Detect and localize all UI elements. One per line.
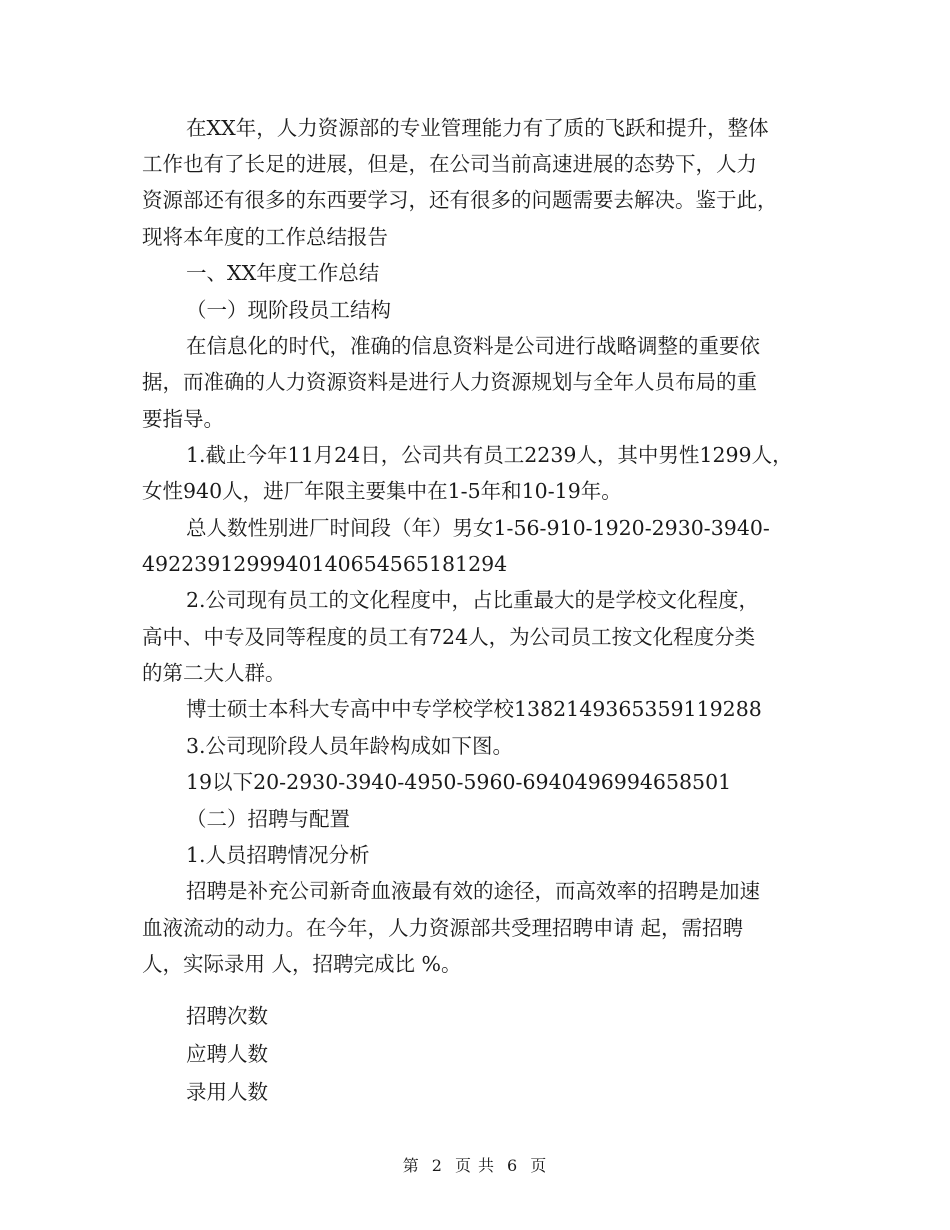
item-1-line-2: 女性940人，进厂年限主要集中在1-5年和10-19年。 bbox=[142, 479, 622, 503]
paragraph-2-line-2: 据，而准确的人力资源资料是进行人力资源规划与全年人员布局的重 bbox=[142, 370, 757, 394]
section-heading-1-1: （一）现阶段员工结构 bbox=[186, 298, 391, 322]
paragraph-1-line-2: 工作也有了长足的进展，但是，在公司当前高速进展的态势下，人力 bbox=[142, 152, 757, 176]
footer-suffix: 页 bbox=[530, 1156, 548, 1175]
item-2-line-3: 的第二大人群。 bbox=[142, 661, 286, 685]
table-1-text-line-1: 总人数性别进厂时间段（年）男女1-56-910-1920-2930-3940- bbox=[186, 516, 770, 540]
footer-middle: 页 共 bbox=[454, 1156, 496, 1175]
subheading-1: 1.人员招聘情况分析 bbox=[186, 843, 370, 867]
paragraph-2-line-3: 要指导。 bbox=[142, 407, 224, 431]
table-2-text: 博士硕士本科大专高中中专学校学校1382149365359119288 bbox=[186, 697, 762, 721]
item-3: 3.公司现阶段人员年龄构成如下图。 bbox=[186, 734, 514, 758]
table-4-row: 招聘次数 bbox=[186, 1004, 268, 1028]
table-4-row: 应聘人数 bbox=[186, 1042, 268, 1066]
table-4-row: 录用人数 bbox=[186, 1080, 268, 1104]
section-heading-1: 一、XX年度工作总结 bbox=[186, 261, 380, 285]
paragraph-3-line-2: 血液流动的动力。在今年，人力资源部共受理招聘申请 起，需招聘 bbox=[142, 916, 744, 940]
paragraph-1-line-1: 在XX年，人力资源部的专业管理能力有了质的飞跃和提升，整体 bbox=[186, 116, 769, 140]
item-2-line-1: 2.公司现有员工的文化程度中，占比重最大的是学校文化程度， bbox=[186, 588, 760, 612]
table-1-text-line-2: 4922391299940140654565181294 bbox=[142, 552, 508, 576]
paragraph-3-line-3: 人，实际录用 人，招聘完成比 %。 bbox=[142, 952, 462, 976]
section-heading-1-2: （二）招聘与配置 bbox=[186, 807, 350, 831]
paragraph-2-line-1: 在信息化的时代，准确的信息资料是公司进行战略调整的重要依 bbox=[186, 334, 760, 358]
item-1-line-1: 1.截止今年11月24日，公司共有员工2239人，其中男性1299人， bbox=[186, 443, 793, 467]
paragraph-3-line-1: 招聘是补充公司新奇血液最有效的途径，而高效率的招聘是加速 bbox=[186, 879, 760, 903]
footer-page-number: 2 bbox=[431, 1156, 443, 1175]
page-footer bbox=[0, 1153, 950, 1176]
table-3-text: 19以下20-2930-3940-4950-5960-6940496994658501 bbox=[186, 770, 732, 794]
footer-prefix: 第 bbox=[402, 1156, 420, 1175]
paragraph-1-line-4: 现将本年度的工作总结报告 bbox=[142, 225, 388, 249]
footer-total-pages: 6 bbox=[507, 1156, 519, 1175]
paragraph-1-line-3: 资源部还有很多的东西要学习，还有很多的问题需要去解决。鉴于此， bbox=[142, 188, 778, 212]
item-2-line-2: 高中、中专及同等程度的员工有724人，为公司员工按文化程度分类 bbox=[142, 625, 756, 649]
